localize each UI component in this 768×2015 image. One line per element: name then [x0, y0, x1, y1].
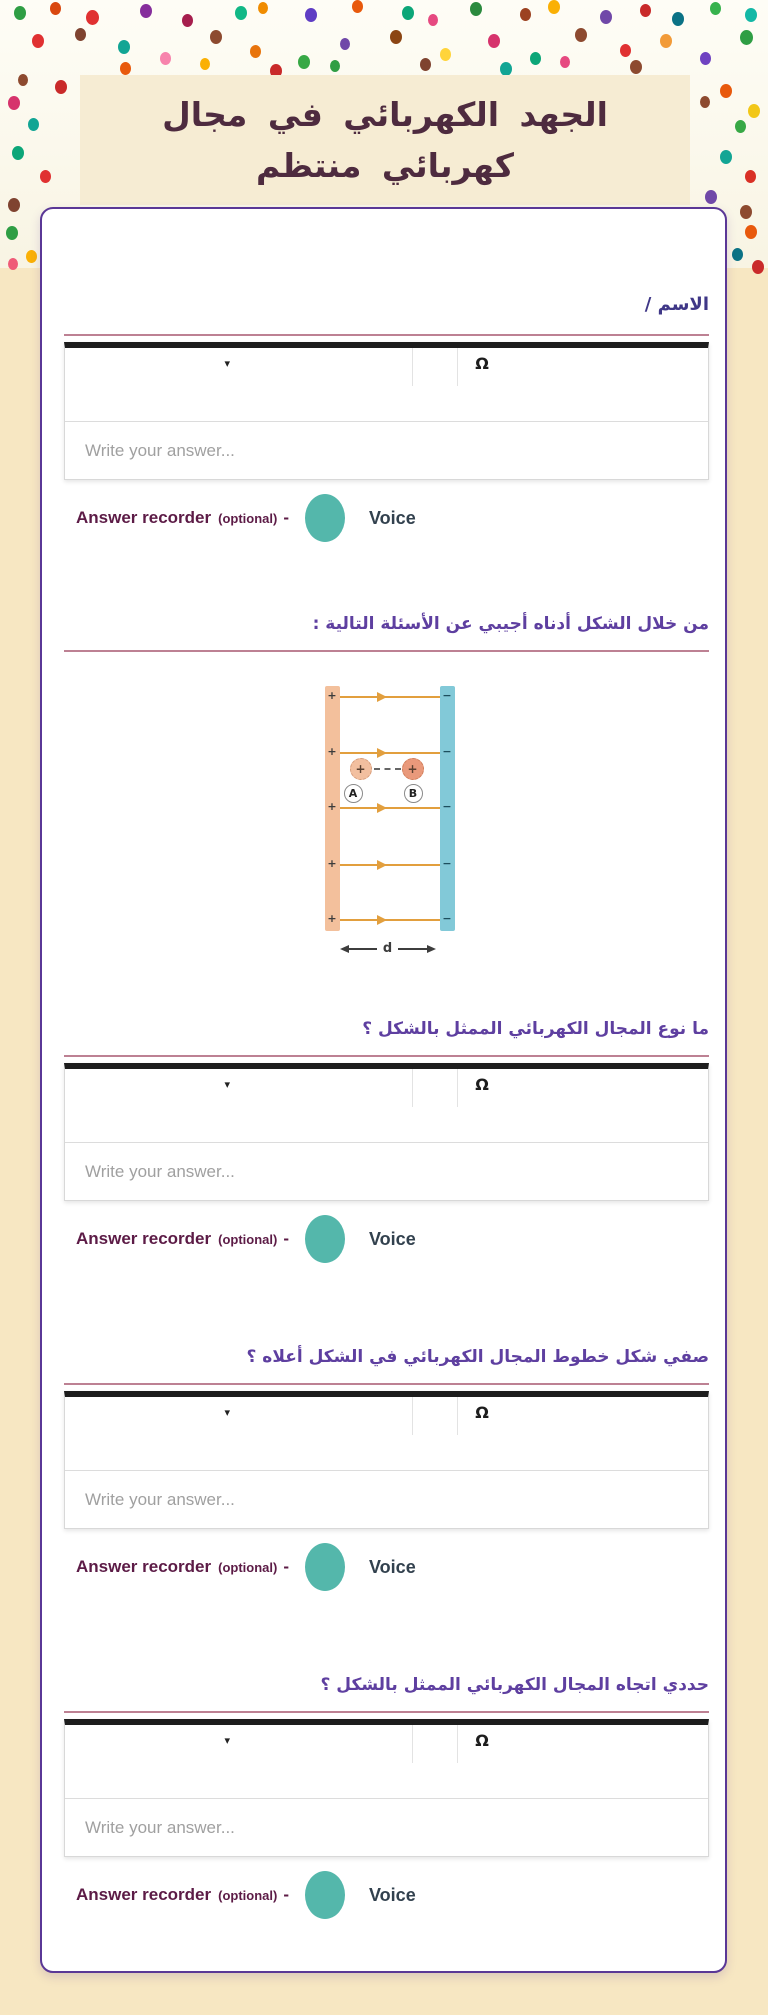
- answer-placeholder: Write your answer...: [85, 1161, 235, 1181]
- answer-recorder-dash: -: [283, 1229, 290, 1248]
- answer-input[interactable]: [65, 1471, 708, 1528]
- answer-editor: [64, 1391, 709, 1529]
- name-question-label: الاسم /: [644, 294, 709, 315]
- point-label-b: B: [404, 784, 423, 803]
- confetti-dot: [732, 248, 743, 261]
- answer-recorder-label: Answer recorder: [76, 1885, 212, 1904]
- field-line-arrow: [340, 807, 440, 809]
- toolbar-divider: [412, 1725, 413, 1763]
- confetti-dot: [630, 60, 642, 74]
- confetti-dot: [672, 12, 684, 26]
- answer-placeholder: Write your answer...: [85, 1817, 235, 1837]
- editor-toolbar: [65, 1397, 708, 1471]
- answer-recorder-label: Answer recorder: [76, 1557, 212, 1576]
- confetti-dot: [160, 52, 171, 65]
- answer-recorder-dash: -: [283, 1557, 290, 1576]
- charge-b: [402, 758, 424, 780]
- editor-toolbar: [65, 1069, 708, 1143]
- editor-toolbar: [65, 348, 708, 422]
- answer-recorder-dash: -: [283, 508, 290, 527]
- answer-recorder-row: [76, 1870, 709, 1920]
- answer-placeholder: Write your answer...: [85, 440, 235, 460]
- field-line-arrow: [340, 696, 440, 698]
- confetti-dot: [488, 34, 500, 48]
- answer-recorder-optional: (optional): [218, 510, 278, 526]
- answer-input[interactable]: [65, 1143, 708, 1200]
- confetti-dot: [32, 34, 44, 48]
- voice-record-button[interactable]: [305, 494, 345, 542]
- field-line-arrow: [340, 864, 440, 866]
- confetti-dot: [120, 62, 131, 75]
- plate-minus-mark: −: [442, 689, 452, 702]
- answer-recorder-row: [76, 1214, 709, 1264]
- confetti-dot: [710, 2, 721, 15]
- confetti-dot: [8, 96, 20, 110]
- plate-plus-mark: +: [327, 912, 337, 925]
- point-label-a: A: [344, 784, 363, 803]
- toolbar-divider: [412, 1069, 413, 1107]
- question-text: ما نوع المجال الكهربائي الممثل بالشكل ؟: [362, 1019, 709, 1039]
- confetti-dot: [740, 205, 752, 219]
- font-dropdown-caret-icon[interactable]: ▾: [224, 1078, 230, 1091]
- confetti-dot: [235, 6, 247, 20]
- answer-editor: [64, 1719, 709, 1857]
- confetti-dot: [18, 74, 28, 86]
- title-banner: [80, 75, 690, 205]
- confetti-dot: [26, 250, 37, 263]
- figure-intro-section: [64, 611, 709, 964]
- special-character-button[interactable]: Ω: [475, 1403, 489, 1422]
- field-arrowhead-icon: [377, 803, 387, 813]
- plate-minus-mark: −: [442, 912, 452, 925]
- arrow-left-icon: [340, 945, 349, 953]
- question-section: [64, 1672, 709, 1920]
- distance-label: d: [382, 941, 393, 956]
- answer-recorder-optional: (optional): [218, 1887, 278, 1903]
- field-arrowhead-icon: [377, 860, 387, 870]
- answer-placeholder: Write your answer...: [85, 1489, 235, 1509]
- confetti-dot: [745, 170, 756, 183]
- plate-plus-mark: +: [327, 800, 337, 813]
- arrow-right-icon: [427, 945, 436, 953]
- toolbar-divider: [457, 1725, 458, 1763]
- field-line-arrow: [340, 919, 440, 921]
- confetti-dot: [12, 146, 24, 160]
- field-arrowhead-icon: [377, 915, 387, 925]
- plate-minus-mark: −: [442, 745, 452, 758]
- answer-recorder-dash: -: [283, 1885, 290, 1904]
- confetti-dot: [640, 4, 651, 17]
- plate-minus-mark: −: [442, 800, 452, 813]
- confetti-dot: [428, 14, 438, 26]
- voice-label: Voice: [369, 507, 416, 528]
- confetti-dot: [560, 56, 570, 68]
- confetti-dot: [140, 4, 152, 18]
- worksheet-card: [40, 207, 727, 1973]
- plate-plus-mark: +: [327, 689, 337, 702]
- confetti-dot: [530, 52, 541, 65]
- confetti-dot: [75, 28, 86, 41]
- confetti-dot: [200, 58, 210, 70]
- question-section: [64, 1344, 709, 1592]
- confetti-dot: [210, 30, 222, 44]
- confetti-dot: [8, 198, 20, 212]
- voice-label: Voice: [369, 1884, 416, 1905]
- answer-input[interactable]: [65, 422, 708, 479]
- question-underline: [64, 1055, 709, 1057]
- special-character-button[interactable]: Ω: [475, 354, 489, 373]
- question-underline: [64, 650, 709, 652]
- confetti-dot: [752, 260, 764, 274]
- voice-record-button[interactable]: [305, 1215, 345, 1263]
- answer-recorder-row: [76, 493, 709, 543]
- confetti-dot: [118, 40, 130, 54]
- confetti-dot: [86, 10, 99, 25]
- confetti-dot: [55, 80, 67, 94]
- confetti-dot: [700, 96, 710, 108]
- confetti-dot: [352, 0, 363, 13]
- editor-toolbar: [65, 1725, 708, 1799]
- confetti-dot: [660, 34, 672, 48]
- confetti-dot: [470, 2, 482, 16]
- name-question-section: [64, 293, 709, 543]
- field-line-arrow: [340, 752, 440, 754]
- confetti-dot: [258, 2, 268, 14]
- question-text: حددي اتجاه المجال الكهربائي الممثل بالشكل ؟: [320, 1675, 709, 1695]
- question-text: صفي شكل خطوط المجال الكهربائي في الشكل أعلاه ؟: [246, 1347, 709, 1367]
- answer-editor: [64, 342, 709, 480]
- answer-recorder-label: Answer recorder: [76, 508, 212, 527]
- confetti-dot: [520, 8, 531, 21]
- font-dropdown-caret-icon[interactable]: ▾: [224, 1734, 230, 1747]
- plate-minus-mark: −: [442, 857, 452, 870]
- voice-label: Voice: [369, 1228, 416, 1249]
- answer-editor: [64, 1063, 709, 1201]
- toolbar-divider: [457, 348, 458, 386]
- question-underline: [64, 1383, 709, 1385]
- confetti-dot: [6, 226, 18, 240]
- toolbar-divider: [412, 1397, 413, 1435]
- confetti-dot: [720, 84, 732, 98]
- toolbar-divider: [457, 1397, 458, 1435]
- confetti-dot: [620, 44, 631, 57]
- figure-intro-text: من خلال الشكل أدناه أجيبي عن الأسئلة التالية :: [312, 614, 709, 634]
- page-title: الجهد الكهربائي في مجال كهربائي منتظم: [162, 94, 608, 185]
- confetti-dot: [575, 28, 587, 42]
- charge-a-plus-icon: +: [355, 762, 366, 776]
- confetti-dot: [705, 190, 717, 204]
- confetti-dot: [50, 2, 61, 15]
- confetti-dot: [8, 258, 18, 270]
- confetti-dot: [735, 120, 746, 133]
- question-underline: [64, 334, 709, 336]
- field-arrowhead-icon: [377, 692, 387, 702]
- font-dropdown-caret-icon[interactable]: ▾: [224, 1406, 230, 1419]
- confetti-dot: [250, 45, 261, 58]
- confetti-dot: [305, 8, 317, 22]
- confetti-dot: [600, 10, 612, 24]
- question-underline: [64, 1711, 709, 1713]
- confetti-dot: [14, 6, 26, 20]
- confetti-dot: [500, 62, 512, 76]
- confetti-dot: [548, 0, 560, 14]
- answer-recorder-optional: (optional): [218, 1231, 278, 1247]
- confetti-dot: [748, 104, 760, 118]
- charge-a: [350, 758, 372, 780]
- answer-recorder-row: [76, 1542, 709, 1592]
- answer-input[interactable]: [65, 1799, 708, 1856]
- voice-record-button[interactable]: [305, 1871, 345, 1919]
- toolbar-divider: [457, 1069, 458, 1107]
- confetti-dot: [700, 52, 711, 65]
- field-arrowhead-icon: [377, 748, 387, 758]
- charge-b-plus-icon: +: [407, 762, 418, 776]
- answer-recorder-label: Answer recorder: [76, 1229, 212, 1248]
- confetti-dot: [740, 30, 753, 45]
- confetti-dot: [390, 30, 402, 44]
- special-character-button[interactable]: Ω: [475, 1731, 489, 1750]
- physics-figure: [317, 674, 457, 964]
- distance-arrow: [340, 942, 436, 956]
- voice-record-button[interactable]: [305, 1543, 345, 1591]
- confetti-dot: [420, 58, 431, 71]
- plate-plus-mark: +: [327, 857, 337, 870]
- confetti-dot: [720, 150, 732, 164]
- voice-label: Voice: [369, 1556, 416, 1577]
- confetti-dot: [40, 170, 51, 183]
- font-dropdown-caret-icon[interactable]: ▾: [224, 357, 230, 370]
- confetti-dot: [745, 225, 757, 239]
- confetti-dot: [298, 55, 310, 69]
- confetti-dot: [330, 60, 340, 72]
- confetti-dot: [440, 48, 451, 61]
- confetti-dot: [340, 38, 350, 50]
- special-character-button[interactable]: Ω: [475, 1075, 489, 1094]
- charge-connector-dashed-line: [374, 768, 401, 770]
- confetti-dot: [745, 8, 757, 22]
- answer-recorder-optional: (optional): [218, 1559, 278, 1575]
- confetti-dot: [28, 118, 39, 131]
- confetti-dot: [402, 6, 414, 20]
- plate-plus-mark: +: [327, 745, 337, 758]
- question-section: [64, 1016, 709, 1264]
- toolbar-divider: [412, 348, 413, 386]
- confetti-dot: [182, 14, 193, 27]
